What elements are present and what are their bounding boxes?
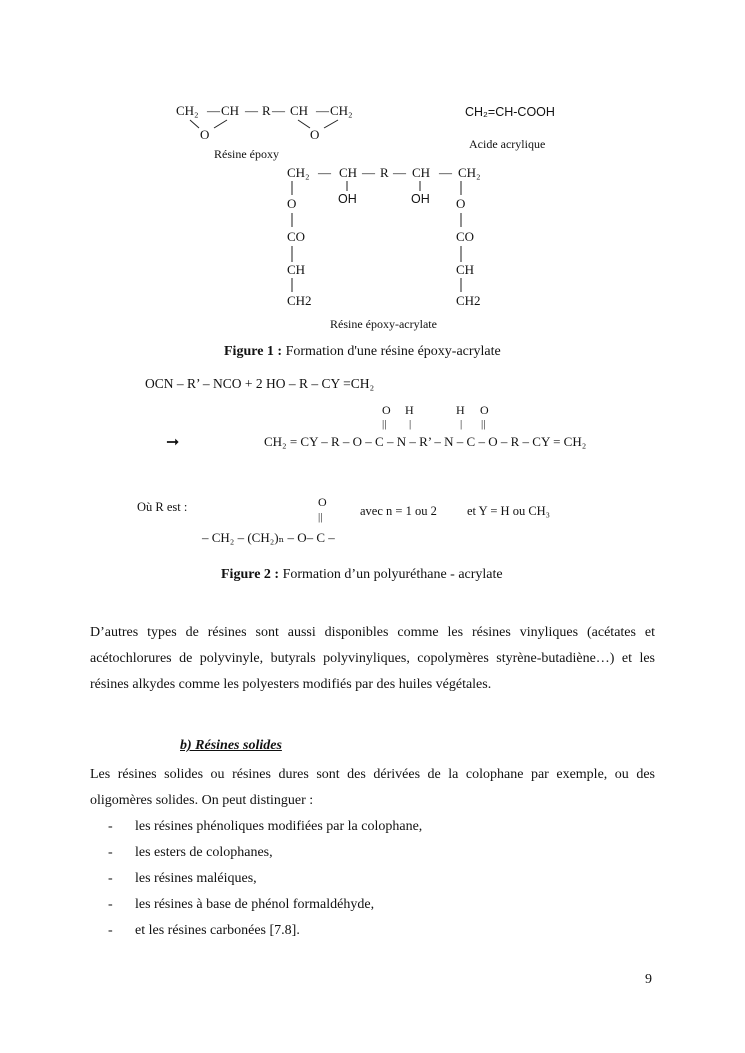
product-ch2-right: CH₂: [458, 165, 481, 180]
product-r: R: [380, 165, 389, 180]
figure-1-epoxy-acrylate-scheme: [0, 0, 745, 380]
list-item: [108, 866, 422, 892]
product-dash: —: [439, 165, 452, 180]
product-ch-2: CH: [412, 165, 431, 180]
bullet-dash: -: [108, 871, 113, 886]
epoxy-acrylate-label: Résine époxy-acrylate: [330, 317, 437, 331]
epoxy-bond: [298, 120, 310, 128]
bullet-dash: -: [108, 923, 113, 938]
reaction-arrow: ➞: [166, 434, 180, 451]
bullet-dash: -: [108, 819, 113, 834]
epoxy-r: R: [262, 103, 271, 118]
epoxy-dash: —: [272, 103, 285, 118]
paragraph-solid-resins: Les résines solides ou résines dures sont des dérivées de la colophane par exemple, ou des oligomères solides. On peut distinguer :: [90, 767, 655, 808]
amine-h-left: H: [405, 403, 414, 417]
n-condition: avec n = 1 ou 2: [360, 504, 437, 518]
left-chain-oxygen: O: [287, 196, 297, 211]
right-chain-co: CO: [456, 229, 475, 244]
list-item-text: les résines maléiques,: [135, 871, 257, 886]
figure-2-reactants: OCN – R’ – NCO + 2 HO – R – CY =CH₂: [145, 376, 375, 391]
page-number: 9: [645, 972, 652, 987]
epoxy-dash: —: [316, 103, 329, 118]
r-group-formula: – CH₂ – (CH₂)ₙ – O– C –: [202, 530, 335, 545]
acrylic-acid-label: Acide acrylique: [469, 137, 546, 151]
solid-resins-list: [108, 814, 422, 944]
figure-1-caption: [224, 344, 501, 360]
product-ch-1: CH: [339, 165, 358, 180]
left-chain-co: CO: [287, 229, 306, 244]
right-chain-ch2: CH2: [456, 293, 481, 308]
epoxy-dash: —: [207, 103, 220, 118]
single-bond-right: |: [460, 418, 463, 430]
r-definition-label: Où R est :: [137, 500, 188, 514]
epoxy-ch-2: CH: [290, 103, 309, 118]
product-oh-2: OH: [411, 192, 430, 206]
product-dash: —: [393, 165, 406, 180]
carbonyl-o-left: O: [382, 403, 391, 417]
epoxy-bond: [214, 120, 227, 128]
product-ch2-left: CH₂: [287, 165, 310, 180]
left-chain-ch: CH: [287, 262, 306, 277]
product-dash: —: [362, 165, 375, 180]
right-chain-ch: CH: [456, 262, 475, 277]
figure-2-caption-text: Formation d’un polyuréthane - acrylate: [279, 567, 503, 582]
epoxy-resin-label: Résine époxy: [214, 147, 279, 161]
list-item: [108, 892, 422, 918]
product-dash: —: [318, 165, 331, 180]
r-double-bond: ||: [318, 511, 323, 523]
left-chain-ch2: CH2: [287, 293, 312, 308]
list-item-text: les résines à base de phénol formaldéhyde,: [135, 897, 375, 912]
epoxy-bond: [324, 120, 338, 128]
epoxy-oxygen-right: O: [310, 127, 320, 142]
epoxy-dash: —: [245, 103, 258, 118]
figure-2-caption-bold: Figure 2 :: [221, 567, 280, 582]
figure-2-caption: [221, 567, 503, 583]
product-oh-1: OH: [338, 192, 357, 206]
list-item-text: les résines phénoliques modifiées par la colophane,: [135, 819, 423, 834]
amine-h-right: H: [456, 403, 465, 417]
figure-1-caption-bold: Figure 1 :: [224, 344, 283, 359]
epoxy-ch2-left: CH₂: [176, 103, 199, 118]
figure-2-product: CH₂ = CY – R – O – C – N – R’ – N – C – O – R – CY = CH₂: [264, 434, 587, 449]
list-item-text: les esters de colophanes,: [135, 845, 273, 860]
epoxy-ch2-right: CH₂: [330, 103, 353, 118]
paragraph-other-resins: D’autres types de résines sont aussi disponibles comme les résines vinyliques (acétates et acétochlorures de polyvinyle, butyrals polyvinyliques, copolymères styrène-butadiène…) et les résines alkydes comme les polyesters modifiés par des huiles végétales.: [90, 625, 655, 692]
list-item: [108, 814, 422, 840]
r-carbonyl-o: O: [318, 495, 327, 509]
double-bond-right: ||: [481, 418, 486, 430]
double-bond-left: ||: [382, 418, 387, 430]
right-chain-oxygen: O: [456, 196, 466, 211]
acrylic-acid-formula: CH₂=CH-COOH: [465, 105, 555, 119]
list-item-text: et les résines carbonées [7.8].: [135, 923, 300, 938]
epoxy-bond: [190, 120, 199, 128]
figure-1-caption-text: Formation d'une résine époxy-acrylate: [282, 344, 501, 359]
y-condition: et Y = H ou CH₃: [467, 504, 551, 518]
carbonyl-o-right: O: [480, 403, 489, 417]
epoxy-ch-1: CH: [221, 103, 240, 118]
single-bond-left: |: [409, 418, 412, 430]
section-heading-solid-resins: b) Résines solides: [180, 738, 282, 753]
bullet-dash: -: [108, 897, 113, 912]
epoxy-oxygen-left: O: [200, 127, 210, 142]
list-item: [108, 918, 422, 944]
bullet-dash: -: [108, 845, 113, 860]
list-item: [108, 840, 422, 866]
